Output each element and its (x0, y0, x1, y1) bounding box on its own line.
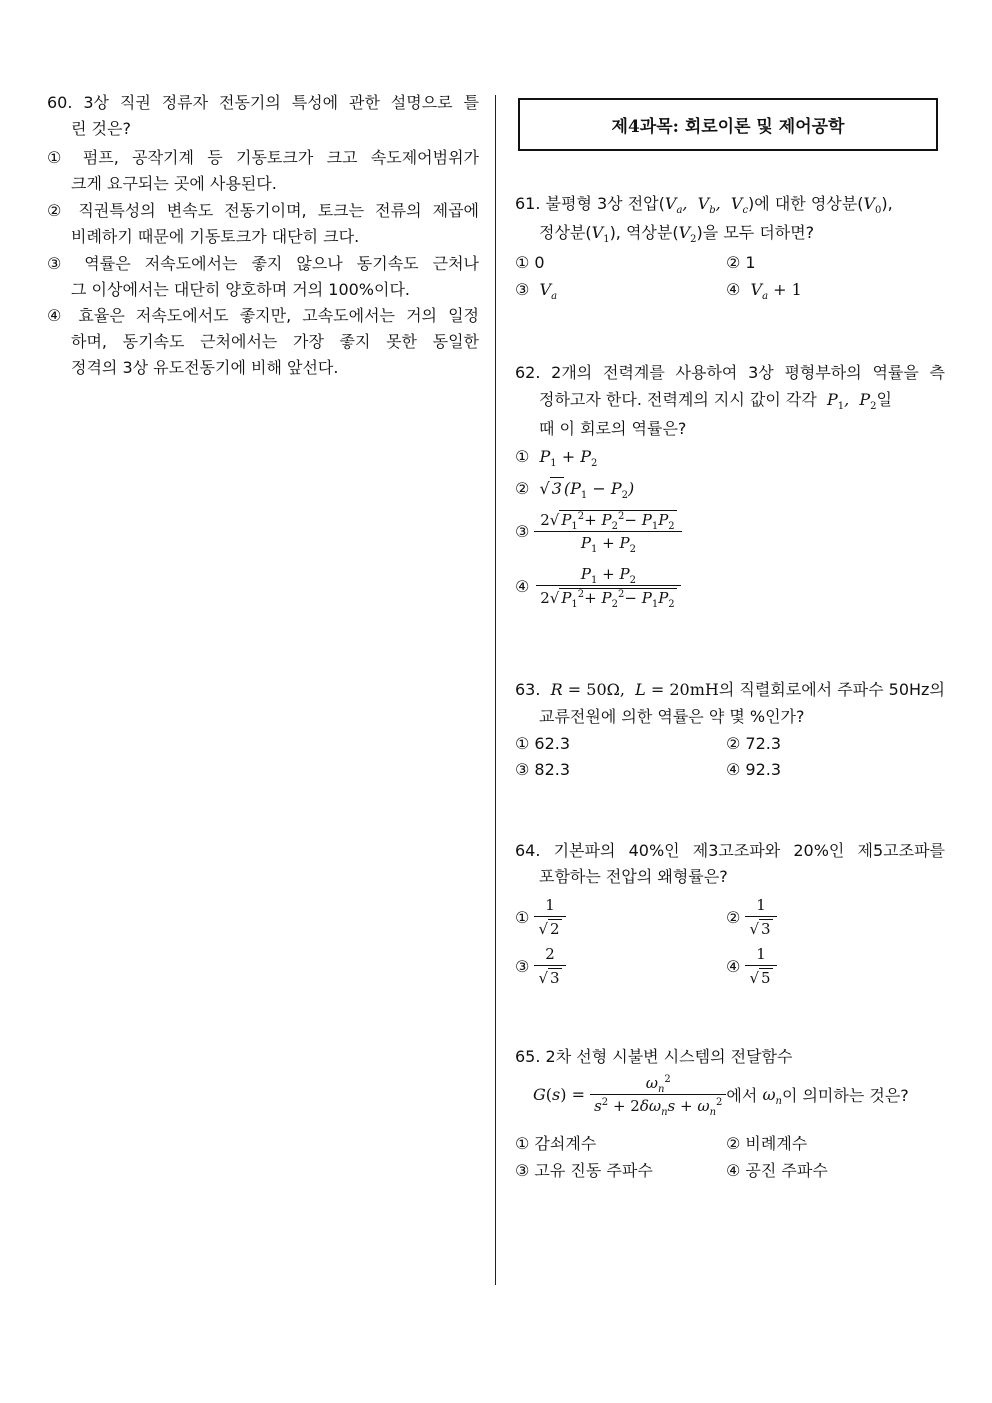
q63-option3[interactable]: ③ 82.3 (515, 760, 571, 779)
column-divider (495, 95, 496, 1285)
q60-stem-line1: 60. 3상 직권 정류자 전동기의 특성에 관한 설명으로 틀 (47, 93, 479, 112)
q64-option1[interactable] (515, 896, 566, 938)
q61-stem-line2 (539, 222, 814, 244)
q60-option2-line1[interactable]: ② 직권특성의 변속도 전동기이며, 토크는 전류의 제곱에 (47, 201, 479, 220)
section-header-title: 제4과목: 회로이론 및 제어공학 (611, 117, 845, 137)
q62-option3-mark: ③ (515, 521, 530, 541)
q64-option4-mark: ④ (726, 956, 741, 976)
q64-option4[interactable] (726, 945, 777, 987)
q63-text-b: 의 직렬회로에서 주파수 50Hz의 (718, 680, 945, 699)
q62-option3[interactable] (515, 510, 682, 555)
q65-option2[interactable]: ② 비례계수 (726, 1134, 808, 1153)
q65-stem-line1: 65. 2차 선형 시불변 시스템의 전달함수 (515, 1047, 793, 1066)
q62-option1-mark: ① (515, 447, 530, 466)
q61-v2: $V_2$ (678, 223, 697, 246)
q64-option1-formula: 1 √ 2 (534, 896, 565, 938)
q63-option1[interactable]: ① 62.3 (515, 734, 571, 753)
q61-option4-mark: ④ (726, 280, 741, 299)
q62-option2[interactable] (515, 477, 634, 500)
q64-option2[interactable] (726, 896, 777, 938)
section-header (518, 98, 938, 151)
q63-stem-line1 (515, 679, 945, 701)
q64-stem-line1: 64. 기본파의 40%인 제3고조파와 20%인 제5고조파를 (515, 841, 945, 860)
q65-omega-n: $\omega_n$ (762, 1085, 782, 1108)
q60-stem-line2: 린 것은? (71, 119, 131, 138)
q62-p1-p2: $P_1$, $P_2$ (826, 390, 877, 413)
q62-option2-mark: ② (515, 479, 530, 498)
q62-option1-formula: $P_1 + P_2$ (539, 447, 598, 470)
q64-option3[interactable] (515, 945, 566, 987)
q61-stem-line1 (515, 193, 893, 215)
q65-option3[interactable]: ③ 고유 진동 주파수 (515, 1161, 653, 1180)
q62-stem-line1: 62. 2개의 전력계를 사용하여 3상 평형부하의 역률을 측 (515, 363, 945, 382)
q64-option2-mark: ② (726, 907, 741, 927)
q62-text-b: 일 (876, 390, 892, 409)
q60-option4-line3: 정격의 3상 유도전동기에 비해 앞선다. (71, 358, 339, 377)
q63-stem-line2: 교류전원에 의한 역률은 약 몇 %인가? (539, 707, 805, 726)
q62-option4[interactable] (515, 565, 682, 610)
q64-stem-line2: 포함하는 전압의 왜형률은? (539, 867, 728, 886)
q63-option2[interactable]: ② 72.3 (726, 734, 782, 753)
q64-option3-formula: 2 √ 3 (534, 945, 565, 987)
q60-option1-line2: 크게 요구되는 곳에 사용된다. (71, 174, 277, 193)
q65-text-b: 에서 (726, 1086, 758, 1105)
q60-option3-line1[interactable]: ③ 역률은 저속도에서는 좋지 않으나 동기속도 근처나 (47, 254, 479, 273)
q62-option4-formula: $P_1 + P_2$ 2 √ $P_1^2+ P_2^2- P_1P_2$ (534, 565, 682, 607)
q60-option1-line1[interactable]: ① 펌프, 공작기계 등 기동토크가 크고 속도제어범위가 (47, 148, 479, 167)
q61-text-d: 정상분( (539, 223, 592, 242)
q61-option4-formula: $V_a + 1$ (750, 280, 802, 303)
q62-option2-formula: √ 3 $(P_1 - P_2)$ (539, 479, 635, 502)
q61-v1: $V_1$ (591, 223, 610, 246)
q61-option2[interactable]: ② 1 (726, 253, 756, 272)
q64-option4-formula: 1 √ 5 (745, 945, 776, 987)
q62-option1[interactable] (515, 446, 597, 468)
q63-text-a: 63. (515, 680, 541, 699)
q61-option3-formula: $V_a$ (539, 280, 558, 303)
q62-stem-line2 (539, 389, 892, 411)
q65-option1[interactable]: ① 감쇠계수 (515, 1134, 597, 1153)
q65-g-of-s: G(s) = (533, 1085, 585, 1104)
q64-option3-mark: ③ (515, 956, 530, 976)
q60-option4-line1[interactable]: ④ 효율은 저속도에서도 좋지만, 고속도에서는 거의 일정 (47, 306, 479, 325)
q63-r-l: R = 50Ω, L = 20mH (550, 680, 719, 699)
q61-text-f: )을 모두 더하면? (696, 223, 815, 242)
q61-option4[interactable] (726, 279, 802, 301)
q61-text-b: )에 대한 영상분( (748, 194, 864, 213)
q64-option2-formula: 1 √ 3 (745, 896, 776, 938)
q65-option4[interactable]: ④ 공진 주파수 (726, 1161, 828, 1180)
q60-option4-line2: 하며, 동기속도 근처에서는 가장 좋지 못한 동일한 (71, 332, 479, 351)
q60-option3-line2: 그 이상에서는 대단히 양호하며 거의 100%이다. (71, 280, 411, 299)
q61-option3-mark: ③ (515, 280, 530, 299)
q61-va-vb-vc: $V_a$, $V_b$, $V_c$ (664, 194, 749, 217)
q65-transfer-function: $\frac{\omega_n^2}{s^2 + 2\delta\omega_ns + \omega_n^2}$ (590, 1074, 726, 1115)
q60-option2-line2: 비례하기 때문에 기동토크가 대단히 크다. (71, 227, 360, 246)
q62-text-a: 정하고자 한다. 전력계의 지시 값이 각각 (539, 390, 817, 409)
q61-option1[interactable]: ① 0 (515, 253, 545, 272)
q61-option3[interactable] (515, 279, 557, 301)
q61-v0: $V_0$ (863, 194, 882, 217)
q62-option3-formula: 2 √ $P_1^2+ P_2^2- P_1P_2$ $P_1 + P_2$ (534, 510, 682, 552)
q64-option1-mark: ① (515, 907, 530, 927)
q61-text-a: 61. 불평형 3상 전압( (515, 194, 665, 213)
q62-stem-line3: 때 이 회로의 역률은? (539, 419, 687, 438)
q65-text-c: 이 의미하는 것은? (781, 1086, 909, 1105)
q61-text-e: ), 역상분( (609, 223, 679, 242)
q65-stem-line2 (533, 1074, 909, 1118)
q62-option4-mark: ④ (515, 576, 530, 596)
q63-option4[interactable]: ④ 92.3 (726, 760, 782, 779)
q61-text-c: ), (881, 194, 893, 213)
